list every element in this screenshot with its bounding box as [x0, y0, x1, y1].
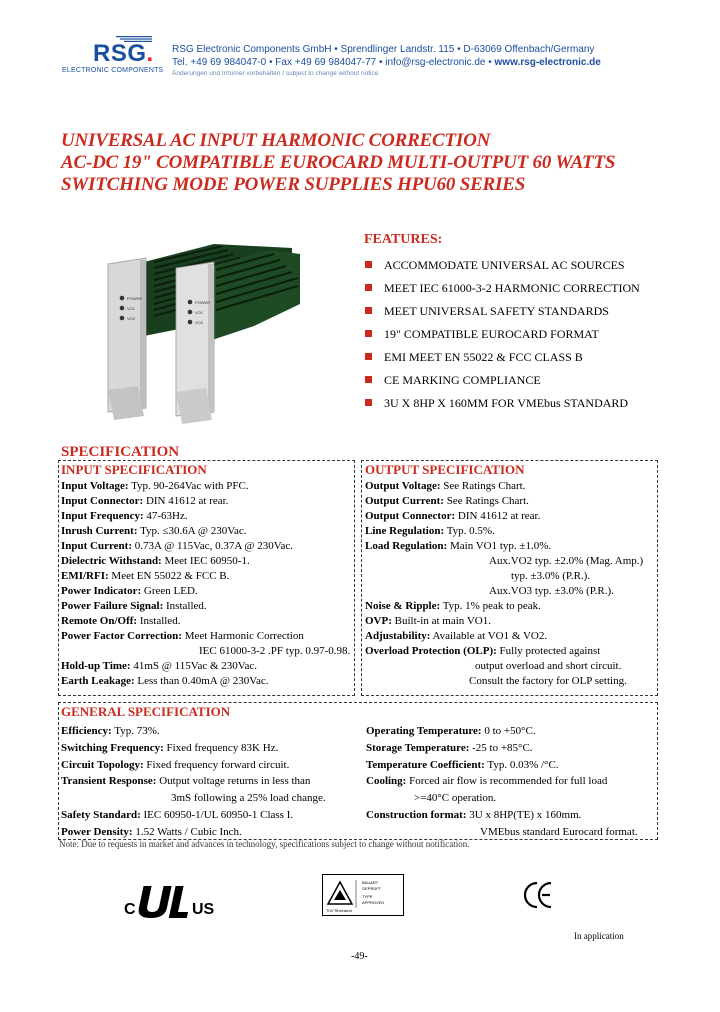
square-bullet-icon: [365, 330, 372, 337]
spec-row: Aux.VO3 typ. ±3.0% (P.R.).: [489, 585, 614, 597]
spec-row: Adjustability: Available at VO1 & VO2.: [365, 630, 548, 642]
spec-row: Power Failure Signal: Installed.: [61, 600, 207, 612]
tuv-certification-icon: [322, 874, 404, 916]
specification-heading: SPECIFICATION: [61, 444, 180, 460]
spec-row: typ. ±3.0% (P.R.).: [511, 570, 591, 582]
square-bullet-icon: [365, 353, 372, 360]
spec-row: Inrush Current: Typ. ≤30.6A @ 230Vac.: [61, 525, 247, 537]
spec-row: Dielectric Withstand: Meet IEC 60950-1.: [61, 555, 250, 567]
feature-item: CE MARKING COMPLIANCE: [365, 373, 541, 388]
spec-row: Output Voltage: See Ratings Chart.: [365, 480, 526, 492]
spec-row: Earth Leakage: Less than 0.40mA @ 230Vac.: [61, 675, 269, 687]
tuv-text: GEPRÜFT: [362, 886, 382, 891]
footnote: Note: Due to requests in market and advances in technology, specifications subject to change without notification.: [59, 839, 470, 849]
feature-item: 3U X 8HP X 160MM FOR VMEbus STANDARD: [365, 396, 628, 411]
features-heading: FEATURES:: [364, 232, 443, 247]
general-spec-left-list: [61, 723, 326, 841]
feature-item: ACCOMMODATE UNIVERSAL AC SOURCES: [365, 258, 625, 273]
feature-item: MEET UNIVERSAL SAFETY STANDARDS: [365, 304, 609, 319]
spec-row: Aux.VO2 typ. ±2.0% (Mag. Amp.): [489, 555, 644, 567]
led-label-vo2: VO2: [127, 316, 136, 321]
spec-row: Output Connector: DIN 41612 at rear.: [365, 510, 541, 522]
spec-row: Operating Temperature: 0 to +50°C.: [366, 725, 536, 737]
spec-row: EMI/RFI: Meet EN 55022 & FCC B.: [61, 570, 230, 582]
ul-us-text: US: [192, 901, 215, 918]
output-spec-heading: OUTPUT SPECIFICATION: [365, 462, 525, 477]
feature-item: EMI MEET EN 55022 & FCC CLASS B: [365, 350, 583, 365]
tuv-text: BAUART: [362, 880, 379, 885]
spec-row: OVP: Built-in at main VO1.: [365, 615, 491, 627]
tuv-sub-text: TÜV Rheinland: [326, 909, 352, 913]
spec-row: Cooling: Forced air flow is recommended for full load: [366, 775, 608, 788]
company-address: RSG Electronic Components GmbH • Sprendlinger Landstr. 115 • D-63069 Offenbach/Germany: [172, 44, 595, 55]
spec-row: Construction format: 3U x 8HP(TE) x 160mm.: [366, 808, 582, 821]
input-spec-heading: INPUT SPECIFICATION: [61, 462, 207, 477]
spec-row: Power Density: 1.52 Watts / Cubic Inch.: [61, 825, 242, 838]
output-spec-list: [365, 479, 643, 689]
square-bullet-icon: [365, 307, 372, 314]
company-logo: RSG.: [93, 40, 154, 67]
page-number: -49-: [351, 951, 368, 962]
spec-row: Output Current: See Ratings Chart.: [365, 495, 529, 507]
company-contact: Tel. +49 69 984047-0 • Fax +49 69 984047-77 • info@rsg-electronic.de • www.rsg-electronic.de: [172, 57, 601, 68]
spec-row: Line Regulation: Typ. 0.5%.: [365, 525, 495, 537]
spec-row: Overload Protection (OLP): Fully protected against: [365, 645, 601, 657]
spec-row: Remote On/Off: Installed.: [61, 615, 181, 627]
feature-item: MEET IEC 61000-3-2 HARMONIC CORRECTION: [365, 281, 640, 296]
square-bullet-icon: [365, 399, 372, 406]
led-label-vo2-2: VO2: [195, 320, 204, 325]
spec-row: Temperature Coefficient: Typ. 0.03% /°C.: [366, 758, 559, 771]
spec-row: Power Indicator: Green LED.: [61, 585, 198, 597]
spec-row: output overload and short circuit.: [475, 660, 622, 672]
ce-certification-icon: [524, 880, 552, 910]
spec-row: Switching Frequency: Fixed frequency 83K Hz.: [61, 741, 279, 754]
square-bullet-icon: [365, 284, 372, 291]
ul-certification-icon: [120, 880, 220, 920]
tuv-text: TYPE: [362, 894, 373, 899]
spec-row: 3mS following a 25% load change.: [171, 792, 326, 805]
spec-row: Safety Standard: IEC 60950-1/UL 60950-1 Class I.: [61, 808, 294, 821]
feature-item: 19" COMPATIBLE EUROCARD FORMAT: [365, 327, 599, 342]
spec-row: Load Regulation: Main VO1 typ. ±1.0%.: [365, 540, 552, 552]
spec-row: Power Factor Correction: Meet Harmonic Correction: [61, 630, 304, 642]
title-line-1: UNIVERSAL AC INPUT HARMONIC CORRECTION: [61, 130, 491, 151]
spec-row: Efficiency: Typ. 73%.: [61, 725, 160, 737]
website-link[interactable]: www.rsg-electronic.de: [494, 57, 601, 68]
spec-row: IEC 61000-3-2 .PF typ. 0.97-0.98.: [199, 645, 351, 657]
spec-row: VMEbus standard Eurocard format.: [480, 825, 638, 838]
header-disclaimer: Änderungen und Irrtümer vorbehalten / subject to change without notice: [172, 70, 379, 77]
in-application-text: In application: [574, 931, 624, 941]
spec-row: Circuit Topology: Fixed frequency forward circuit.: [61, 758, 290, 771]
spec-row: Hold-up Time: 41mS @ 115Vac & 230Vac.: [61, 660, 258, 672]
title-line-2: AC-DC 19" COMPATIBLE EUROCARD MULTI-OUTPUT 60 WATTS: [61, 152, 616, 173]
general-spec-right-list: [366, 723, 638, 841]
input-spec-list: [61, 479, 350, 689]
spec-row: Storage Temperature: -25 to +85°C.: [366, 741, 533, 754]
spec-row: Input Connector: DIN 41612 at rear.: [61, 495, 229, 507]
logo-subtitle: ELECTRONIC COMPONENTS: [62, 67, 164, 74]
spec-row: >=40°C operation.: [414, 792, 497, 805]
spec-row: Consult the factory for OLP setting.: [469, 675, 627, 687]
spec-row: Input Voltage: Typ. 90-264Vac with PFC.: [61, 480, 249, 492]
square-bullet-icon: [365, 376, 372, 383]
ul-c-text: C: [124, 901, 136, 918]
spec-row: Input Frequency: 47-63Hz.: [61, 510, 188, 522]
spec-row: Noise & Ripple: Typ. 1% peak to peak.: [365, 600, 541, 612]
square-bullet-icon: [365, 261, 372, 268]
spec-row: Transient Response: Output voltage returns in less than: [61, 775, 311, 788]
product-image: [104, 240, 314, 425]
led-label-vo1-2: VO1: [195, 310, 204, 315]
led-label-power: POWER: [127, 296, 143, 301]
tuv-text: APPROVED: [362, 900, 385, 905]
spec-row: Input Current: 0.73A @ 115Vac, 0.37A @ 230Vac.: [61, 540, 294, 552]
led-label-power-2: POWER: [195, 300, 211, 305]
led-label-vo1: VO1: [127, 306, 136, 311]
title-line-3: SWITCHING MODE POWER SUPPLIES HPU60 SERIES: [61, 174, 526, 195]
general-spec-heading: GENERAL SPECIFICATION: [61, 704, 231, 719]
